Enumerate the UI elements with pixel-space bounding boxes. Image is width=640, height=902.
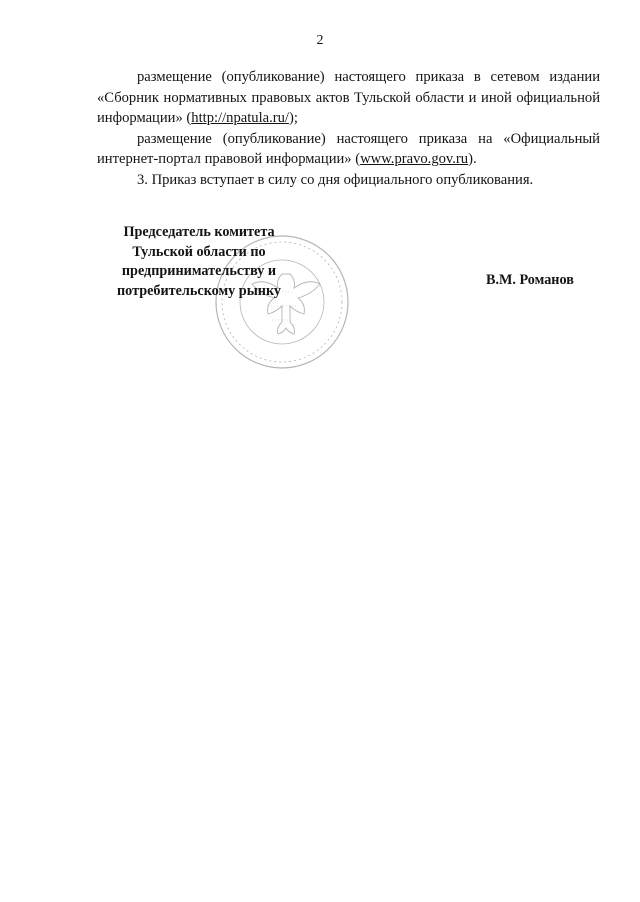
paragraph-text: размещение (опубликование) настоящего приказа на «Официальный интернет-портал правовой информации» ( <box>97 130 600 167</box>
signatory-title-line: потребительскому рынку <box>116 282 282 299</box>
paragraph-end: ). <box>468 151 477 167</box>
signatory-title <box>99 223 299 301</box>
paragraph-end: ); <box>288 110 298 126</box>
paragraph-text: размещение (опубликование) настоящего приказа в сетевом издании «Сборник нормативных правовых актов Тульской области и иной официальной информации» ( <box>97 69 600 126</box>
paragraph-effective-date: 3. Приказ вступает в силу со дня официального опубликования. <box>137 171 534 188</box>
paragraph-publication-npatula <box>97 67 600 129</box>
npatula-link[interactable]: http://npatula.ru/ <box>191 110 289 126</box>
signatory-name: В.М. Романов <box>486 272 574 288</box>
signatory-title-line: Председатель комитета <box>123 224 275 240</box>
page-number: 2 <box>316 33 324 48</box>
pravo-link[interactable]: www.pravo.gov.ru <box>360 151 469 167</box>
signatory-title-line: Тульской области по <box>132 243 266 260</box>
document-body <box>97 67 600 190</box>
signatory-title-line: предпринимательству и <box>121 263 277 279</box>
paragraph-publication-pravo <box>97 129 600 170</box>
